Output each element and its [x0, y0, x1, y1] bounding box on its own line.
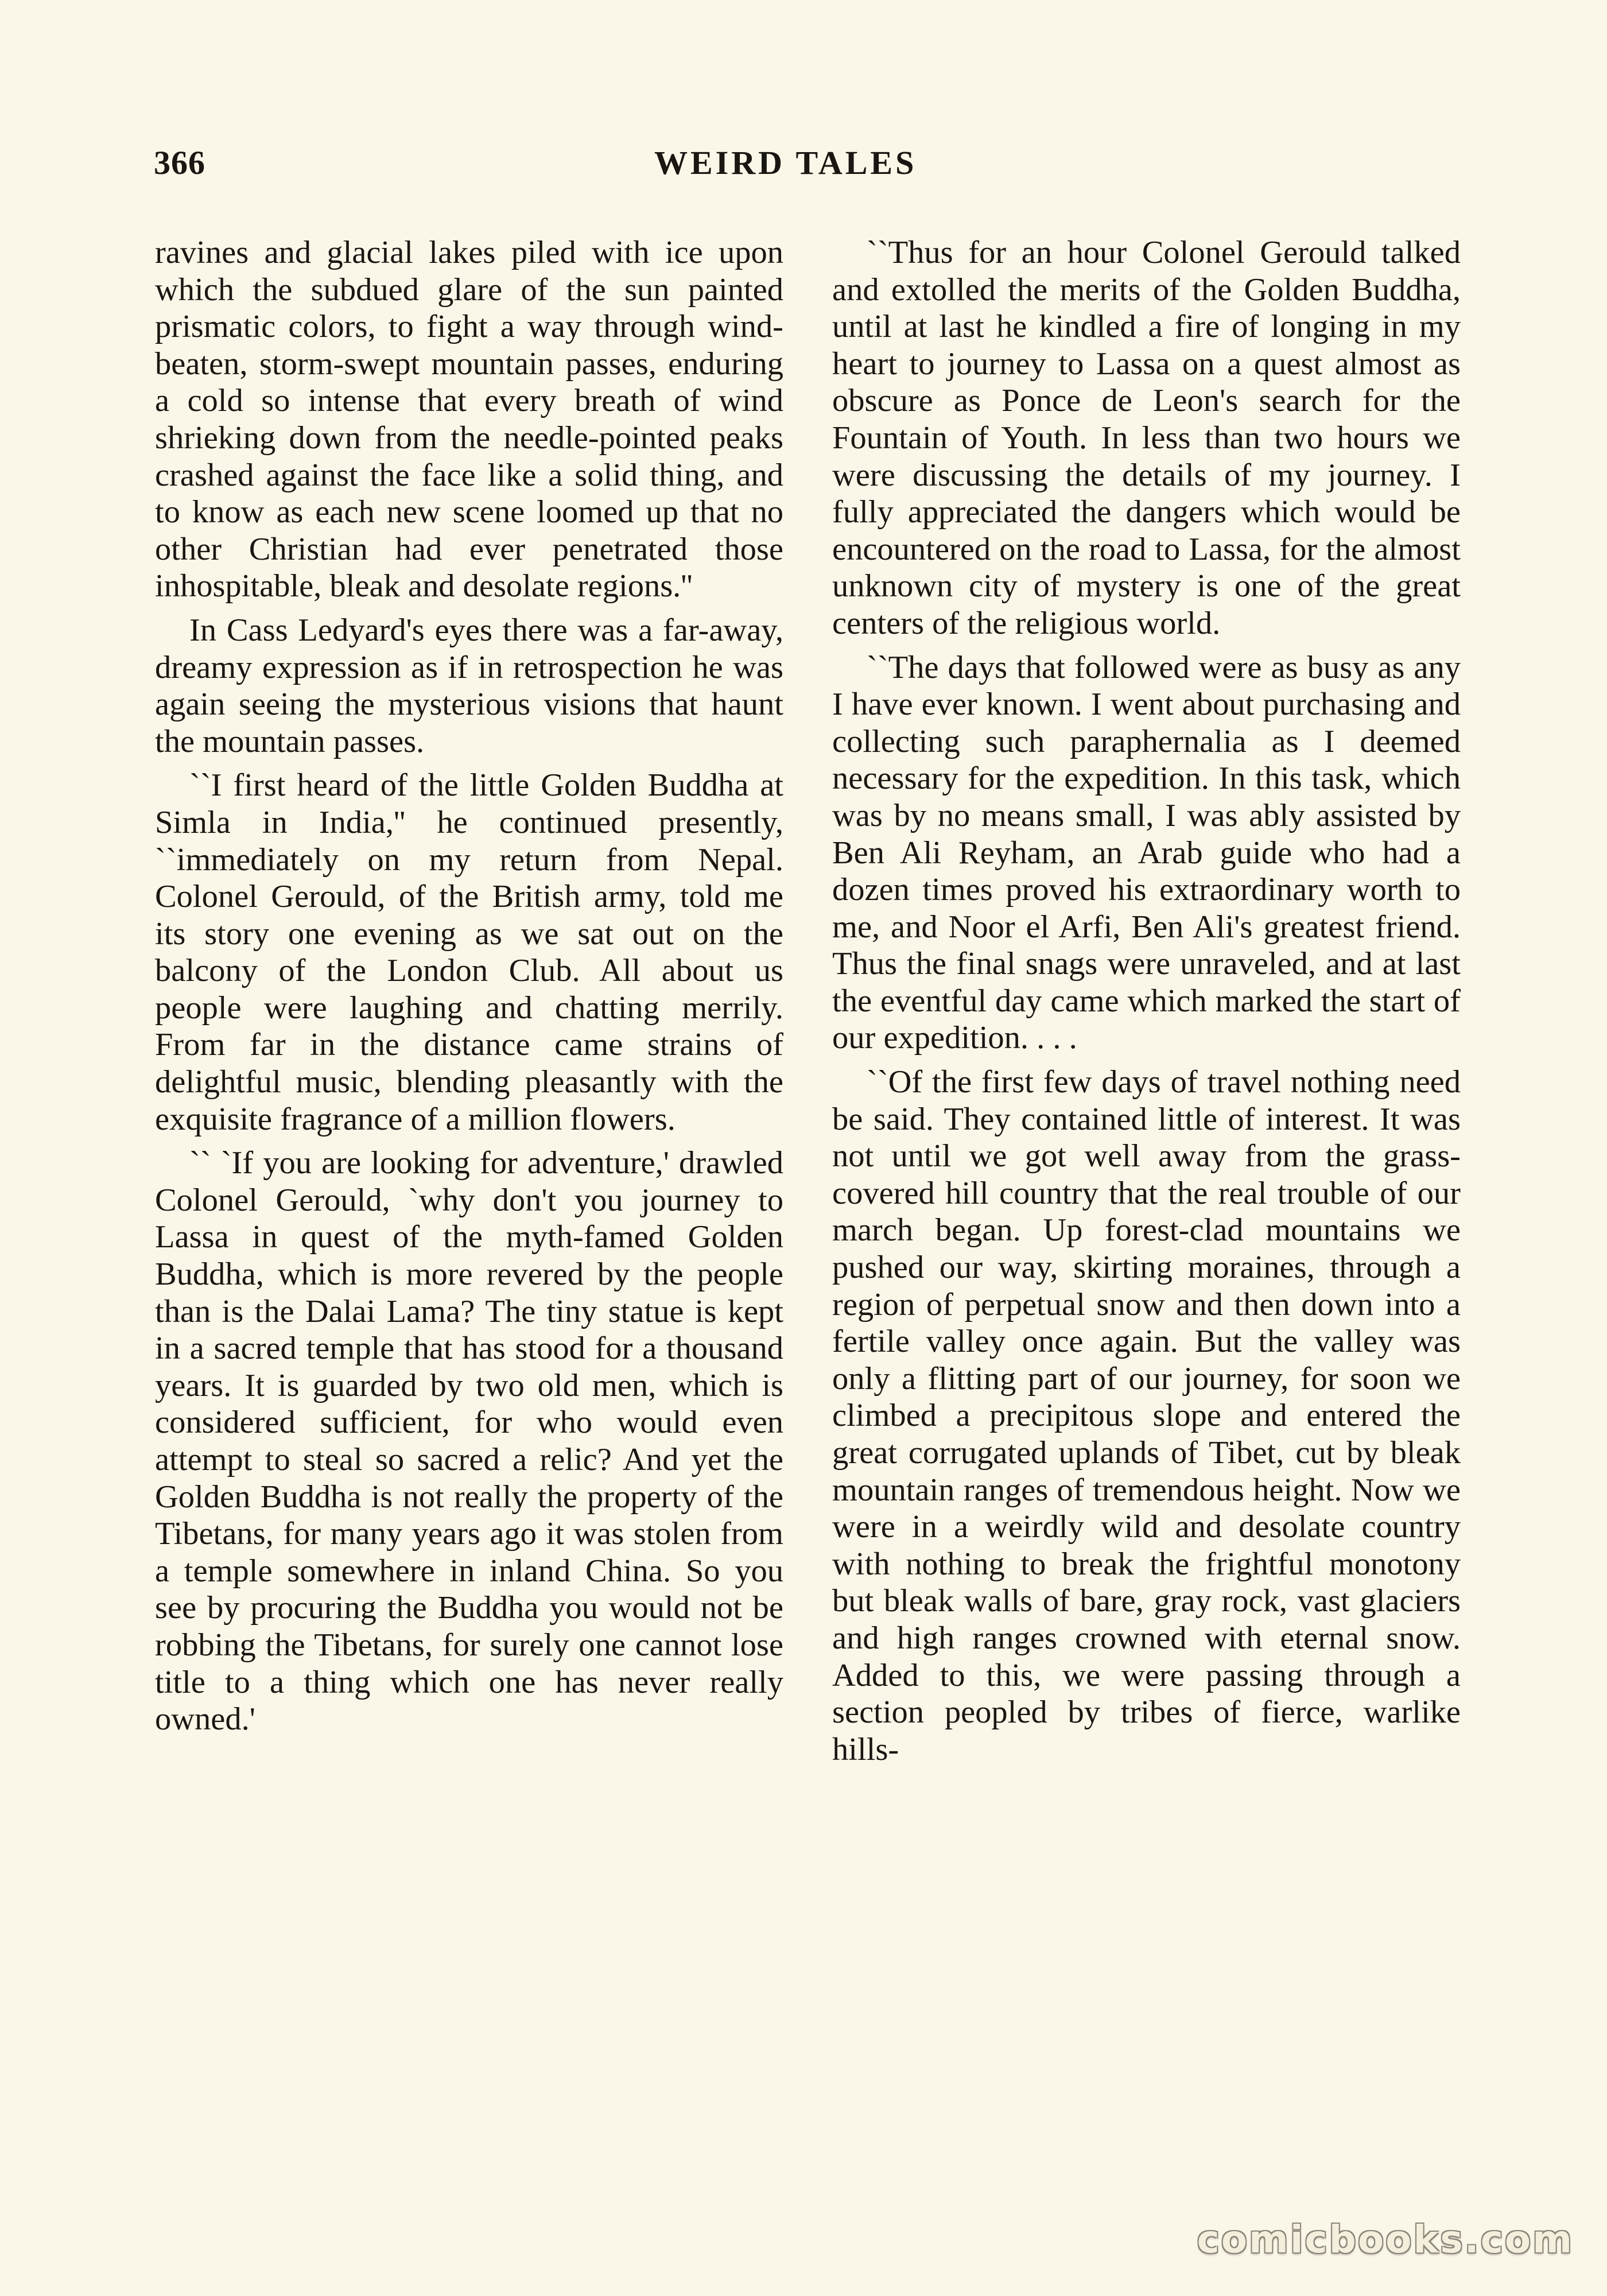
- paragraph: ``The days that followed were as busy as any I have ever known. I went about purchasing and collecting such paraphernalia as I deemed necessary for the expedition. In this task, which was by no means small, I was ably assisted by Ben Ali Reyham, an Arab guide who had a dozen times proved his extraordinary worth to me, and Noor el Arfi, Ben Ali's greatest friend. Thus the final snags were unraveled, and at last the eventful day came which marked the start of our expedition. . . .: [832, 649, 1461, 1056]
- watermark: comicbooks.com: [1197, 2217, 1574, 2262]
- paragraph: ``Thus for an hour Colonel Gerould talked and extolled the merits of the Golden Buddha, until at last he kindled a fire of longing in my heart to journey to Lassa on a quest almost as obscure as Ponce de Leon's search for the Fountain of Youth. In less than two hours we were discussing the details of my journey. I fully appreciated the dangers which would be encountered on the road to Lassa, for the almost unknown city of mystery is one of the great centers of the religious world.: [832, 235, 1461, 641]
- running-title: WEIRD TALES: [654, 144, 917, 181]
- paragraph: ``Of the first few days of travel nothing need be said. They contained little of interest. It was not until we got well away from the grass-covered hill country that the real trouble of our march began. Up forest-clad mountains we pushed our way, skirting moraines, through a region of perpetual snow and then down into a fertile valley once again. But the valley was only a flitting part of our journey, for soon we climbed a precipitous slope and entered the great corrugated uplands of Tibet, cut by bleak mountain ranges of tremendous height. Now we were in a weirdly wild and desolate country with nothing to break the frightful monotony but bleak walls of bare, gray rock, vast glaciers and high ranges crowned with eternal snow. Added to this, we were passing through a section peopled by tribes of fierce, warlike hills-: [832, 1064, 1461, 1767]
- page-number: 366: [154, 144, 205, 181]
- paragraph: ``I first heard of the little Golden Buddha at Simla in India,'' he continued presently, ``immediately on my return from Nepal. Colonel Gerould, of the British army, told me its story one evening as we sat out on the balcony of the London Club. All about us people were laughing and chatting merrily. From far in the distance came strains of delightful music, blending pleasantly with the exquisite fragrance of a million flowers.: [155, 767, 783, 1137]
- left-column: [155, 234, 783, 1745]
- paragraph: `` `If you are looking for adventure,' drawled Colonel Gerould, `why don't you journey to Lassa in quest of the myth-famed Golden Buddha, which is more revered by the people than is the Dalai Lama? The tiny statue is kept in a sacred temple that has stood for a thousand years. It is guarded by two old men, which is considered sufficient, for who would even attempt to steal so sacred a relic? And yet the Golden Buddha is not really the property of the Tibetans, for many years ago it was stolen from a temple somewhere in inland China. So you see by procuring the Buddha you would not be robbing the Tibetans, for surely one cannot lose title to a thing which one has never really owned.': [155, 1145, 783, 1737]
- right-column: [832, 234, 1461, 1775]
- paragraph: ravines and glacial lakes piled with ice upon which the subdued glare of the sun painted prismatic colors, to fight a way through wind-beaten, storm-swept mountain passes, enduring a cold so intense that every breath of wind shrieking down from the needle-pointed peaks crashed against the face like a solid thing, and to know as each new scene loomed up that no other Christian had ever penetrated those inhospitable, bleak and desolate regions.'': [155, 235, 783, 604]
- paragraph: In Cass Ledyard's eyes there was a far-away, dreamy expression as if in retrospection he was again seeing the mysterious visions that haunt the mountain passes.: [155, 612, 783, 759]
